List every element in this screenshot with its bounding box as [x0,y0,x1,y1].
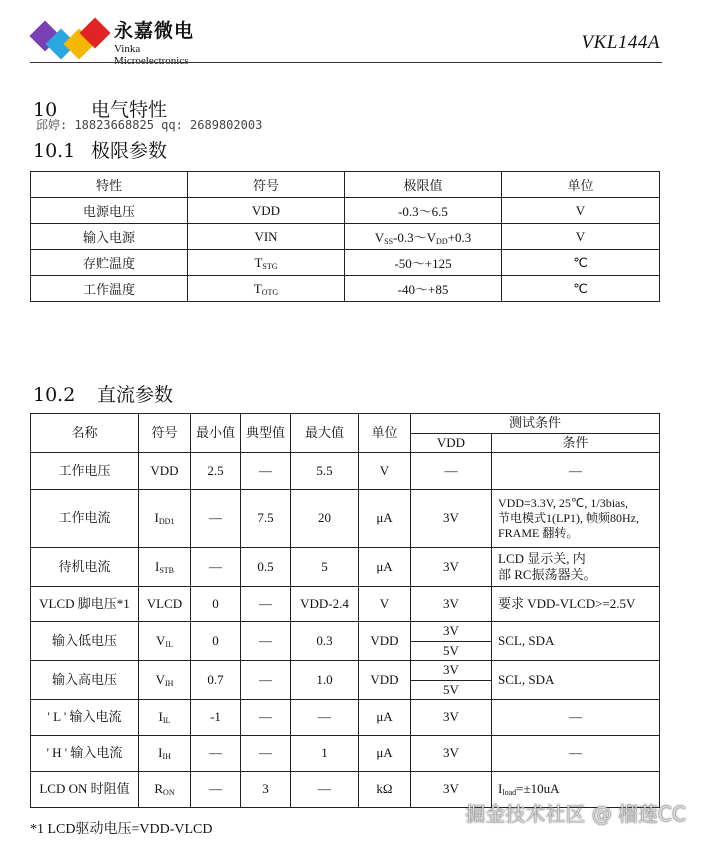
section-heading-10-2: 10.2 直流参数 [33,384,174,406]
brand-name-cn: 永嘉微电 [114,20,195,42]
watermark: 掘金技术社区 @ 榴莲CC [465,802,686,826]
table-row: 工作温度 $T_{OTG}$ -40～+85 ℃ [31,276,660,302]
table-row: 电源电压 VDD -0.3～6.5 V [31,198,660,224]
header-divider [30,62,662,63]
section-heading-10: 10 电气特性 [33,99,168,121]
table-row: LCD ON 时阻值 $R_{ON}$ — 3 — kΩ 3V $I_{load}=\pm 10uA$ [31,772,660,808]
table-row: 工作电流 $I_{DD1}$ — 7.5 20 μA 3V VDD=3.3V, 25℃, 1/3bias, 节电模式1(LP1), 帧频80Hz, FRAME 翻转。 [31,490,660,548]
table-row: 存贮温度 $T_{STG}$ -50～+125 ℃ [31,250,660,276]
table-header-row: VDD 条件 [31,434,660,453]
company-logo [30,14,210,67]
table-row: 工作电压 VDD 2.5 — 5.5 V — — [31,453,660,490]
table-row: VLCD 脚电压*1 VLCD 0 — VDD-2.4 V 3V 要求 VDD-VLCD>=2.5V [31,587,660,622]
contact-line: 邱婷: 18823668825 qq: 2689802003 [36,118,263,132]
table-row: ' L ' 输入电流 $I_{IL}$ -1 — — μA 3V — [31,700,660,736]
table-row: 输入低电压 $V_{IL}$ 0 — 0.3 VDD 3V SCL, SDA [31,622,660,642]
logo-diamonds [30,14,110,58]
table-row: ' H ' 输入电流 $I_{IH}$ — — 1 μA 3V — [31,736,660,772]
table-header-row [31,172,660,198]
table-row: 输入电源 VIN $V_{SS}-0.3\sim V_{DD}+0.3$ V [31,224,660,250]
col-header: 单位 [502,172,660,198]
dc-parameters-table [30,413,660,808]
absolute-max-table [30,171,660,302]
table-header-row: 名称 符号 最小值 典型值 最大值 单位 测试条件 [31,414,660,434]
col-header: 特性 [31,172,188,198]
section-heading-10-1: 10.1 极限参数 [33,140,168,162]
table-row: 输入高电压 $V_{IH}$ 0.7 — 1.0 VDD 3V SCL, SDA [31,661,660,681]
table-row: 5V [31,681,660,700]
footnote: *1 LCD驱动电压=VDD-VLCD [30,822,213,837]
model-number: VKL144A [581,32,660,53]
brand-name-en: Vinka Microelectronics [114,43,189,67]
table-row: 5V [31,642,660,661]
col-header: 极限值 [345,172,502,198]
table-row: 待机电流 $I_{STB}$ — 0.5 5 μA 3V LCD 显示关, 内 部 RC振荡器关。 [31,548,660,587]
col-header: 符号 [188,172,345,198]
